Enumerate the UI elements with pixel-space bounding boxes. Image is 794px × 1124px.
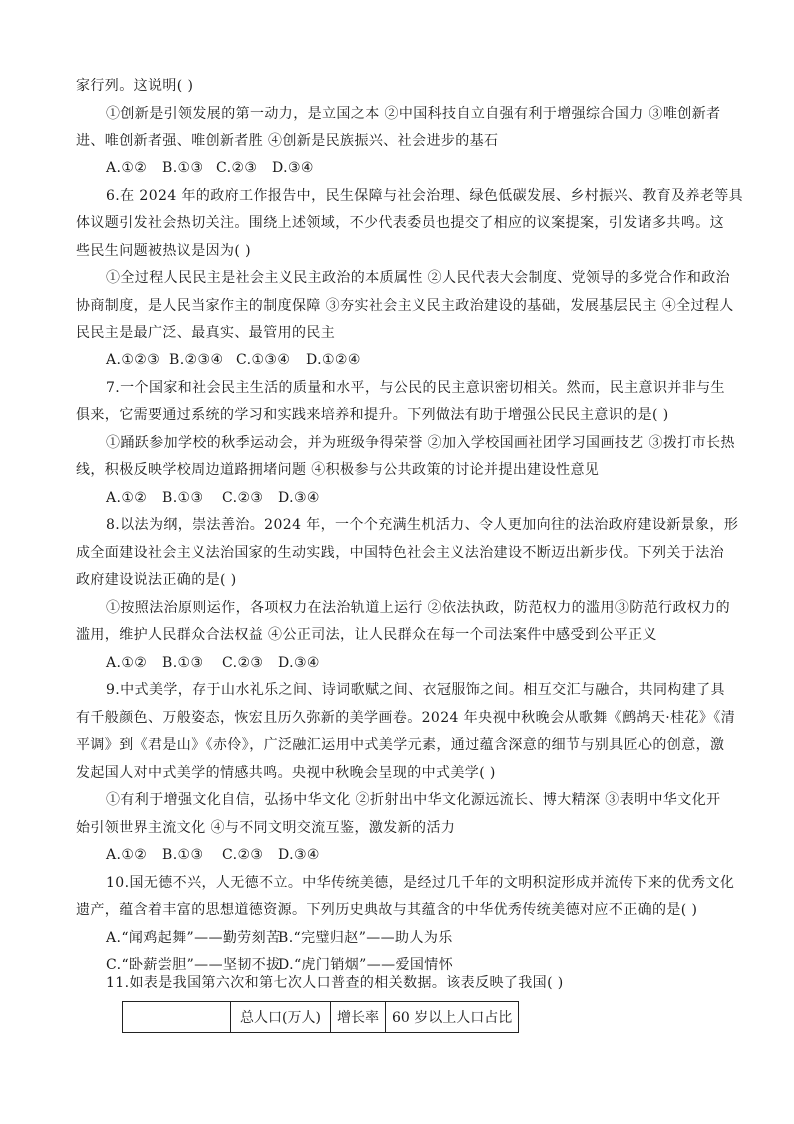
- question-6-stem: 体议题引发社会热切关注。围绕上述领域，不少代表委员也提交了相应的议案提案，引发诸多共鸣。这: [76, 215, 724, 231]
- question-6-statement: ①全过程人民民主是社会主义民主政治的本质属性 ②人民代表大会制度、党领导的多党合作和政治: [106, 270, 731, 286]
- table-header-cell: 增长率: [331, 1002, 386, 1033]
- option-a: A.①②: [106, 490, 148, 506]
- question-9-stem: 有千般颜色、万般姿态，恢宏且历久弥新的美学画卷。2024 年央视中秋晚会从歌舞《鹧鸪天·桂花》《清: [76, 710, 736, 726]
- option-a: A.①②: [106, 655, 148, 671]
- question-9-statement: ①有利于增强文化自信，弘扬中华文化 ②折射出中华文化源远流长、博大精深 ③表明中华文化开: [106, 792, 721, 808]
- option-c: C.“卧薪尝胆”——坚韧不拔: [106, 957, 281, 973]
- question-9-statement: 始引领世界主流文化 ④与不同文明交流互鉴，激发新的活力: [76, 820, 456, 836]
- statement-line: 进、唯创新者强、唯创新者胜 ④创新是民族振兴、社会进步的基石: [76, 133, 499, 149]
- option-c: C.②③: [222, 847, 264, 863]
- table-header-row: [123, 1002, 519, 1033]
- question-9-stem: 9.中式美学，存于山水礼乐之间、诗词歌赋之间、衣冠服饰之间。相互交汇与融合，共同构建了具: [106, 682, 725, 698]
- question-9-stem: 发起国人对中式美学的情感共鸣。央视中秋晚会呈现的中式美学( ): [76, 765, 496, 781]
- question-7-stem: 7.一个国家和社会民主生活的质量和水平，与公民的民主意识密切相关。然而，民主意识并非与生: [106, 380, 725, 396]
- option-d: D.③④: [278, 847, 320, 863]
- question-7-statement: 线，积极反映学校周边道路拥堵问题 ④积极参与公共政策的讨论并提出建设性意见: [76, 462, 600, 478]
- option-b: B.①③: [162, 490, 204, 506]
- question-9-options: [106, 845, 320, 865]
- question-8-statement: ①按照法治原则运作，各项权力在法治轨道上运行 ②依法执政，防范权力的滥用③防范行政权力的: [106, 600, 731, 616]
- question-9-stem: 平调》到《君是山》《赤伶》，广泛融汇运用中式美学元素，通过蕴含深意的细节与别具匠心的创意，激: [76, 737, 725, 753]
- option-b: B.①③: [162, 847, 204, 863]
- option-a: A.①②: [106, 847, 148, 863]
- question-10-stem: 遗产，蕴含着丰富的思想道德资源。下列历史典故与其蕴含的中华优秀传统美德对应不正确的是( ): [76, 902, 698, 918]
- option-d: D.“虎门销烟”——爱国情怀: [278, 957, 454, 973]
- option-a: A.①②③: [106, 352, 161, 368]
- question-8-stem: 8.以法为纲，崇法善治。2024 年，一个个充满生机活力、令人更加向往的法治政府建设新景象，形: [106, 517, 739, 533]
- question-8-stem: 成全面建设社会主义法治国家的生动实践，中国特色社会主义法治建设不断迈出新步伐。下列关于法治: [76, 545, 724, 561]
- option-b: B.①③: [162, 655, 204, 671]
- option-d: D.③④: [272, 160, 314, 176]
- question-8-options: [106, 653, 320, 673]
- answer-options: [106, 158, 314, 178]
- census-table: [122, 1001, 519, 1033]
- question-6-statement: 民民主是最广泛、最真实、最管用的民主: [76, 325, 336, 341]
- question-11-stem: 11.如表是我国第六次和第七次人口普查的相关数据。该表反映了我国( ): [106, 975, 564, 991]
- option-b: B.“完璧归赵”——助人为乐: [278, 930, 453, 946]
- question-7-statement: ①踊跃参加学校的秋季运动会，并为班级争得荣誉 ②加入学校国画社团学习国画技艺 ③拨打市长热: [106, 435, 735, 451]
- statement-line: ①创新是引领发展的第一动力，是立国之本 ②中国科技自立自强有利于增强综合国力 ③唯创新者: [106, 106, 721, 122]
- question-6-stem: 些民生问题被热议是因为( ): [76, 243, 251, 259]
- option-b: B.②③④: [169, 352, 224, 368]
- option-a: A.“闻鸡起舞”——勤劳刻苦: [106, 930, 281, 946]
- question-6-statement: 协商制度，是人民当家作主的制度保障 ③夯实社会主义民主政治建设的基础，发展基层民主 ④全过程人: [76, 298, 734, 314]
- option-c: C.②③: [222, 655, 264, 671]
- question-7-stem: 俱来，它需要通过系统的学习和实践来培养和提升。下列做法有助于增强公民民主意识的是( ): [76, 407, 669, 423]
- question-10-options-row: [106, 955, 453, 975]
- question-6-stem: 6.在 2024 年的政府工作报告中，民生保障与社会治理、绿色低碳发展、乡村振兴、教育及养老等具: [106, 188, 744, 204]
- table-header-cell: [123, 1002, 231, 1033]
- question-8-statement: 滥用，维护人民群众合法权益 ④公正司法，让人民群众在每一个司法案件中感受到公平正义: [76, 627, 657, 643]
- table-header-cell: 60 岁以上人口占比: [386, 1002, 519, 1033]
- question-6-options: [106, 350, 361, 370]
- question-stem-line: 家行列。这说明( ): [76, 78, 194, 94]
- option-d: D.③④: [278, 490, 320, 506]
- question-10-stem: 10.国无德不兴，人无德不立。中华传统美德，是经过几千年的文明积淀形成并流传下来的优秀文化: [106, 875, 735, 891]
- question-8-stem: 政府建设说法正确的是( ): [76, 572, 237, 588]
- question-10-options-row: [106, 928, 453, 948]
- option-b: B.①③: [162, 160, 204, 176]
- option-c: C.②③: [222, 490, 264, 506]
- option-d: D.③④: [278, 655, 320, 671]
- option-d: D.①②④: [306, 352, 361, 368]
- option-a: A.①②: [106, 160, 148, 176]
- question-7-options: [106, 488, 320, 508]
- table-header-cell: 总人口(万人): [231, 1002, 331, 1033]
- option-c: C.②③: [216, 160, 258, 176]
- option-c: C.①③④: [236, 352, 291, 368]
